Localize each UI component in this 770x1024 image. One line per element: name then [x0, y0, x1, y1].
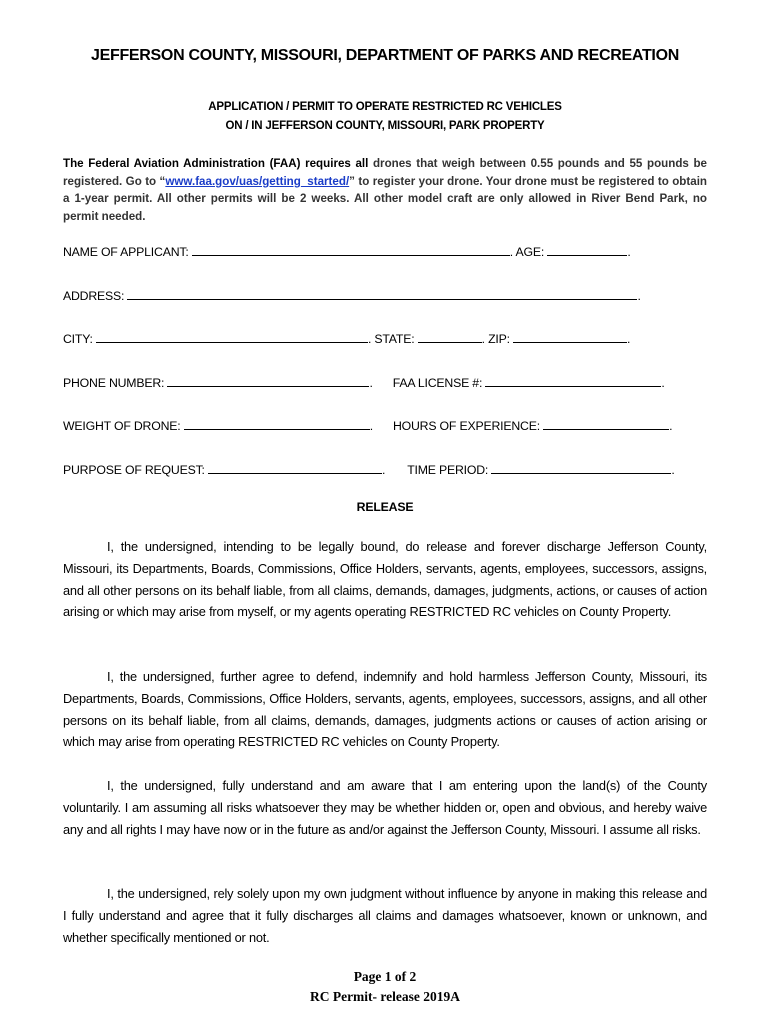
age-end: . — [627, 245, 631, 259]
zip-field[interactable] — [513, 330, 627, 343]
form-row-name-age — [63, 243, 631, 259]
state-label: . STATE: — [367, 332, 418, 346]
release-heading: RELEASE — [356, 500, 414, 514]
faa-notice — [63, 155, 707, 225]
footer-document-id: RC Permit- release 2019A — [309, 989, 461, 1004]
address-end: . — [637, 289, 641, 303]
document-title: JEFFERSON COUNTY, MISSOURI, DEPARTMENT OF PARKS AND RECREATION — [91, 47, 679, 64]
release-paragraph-3: I, the undersigned, fully understand and am aware that I am entering upon the land(s) of the County voluntarily. I am assuming all risks whatsoever they may be whether hidden or, open and obvious, and hereby waive any and all rights I may have now or in the future as and/or against the Jefferson County, Missouri. I assume all risks. — [63, 778, 707, 837]
age-label: . AGE: — [509, 245, 548, 259]
time-period-end: . — [671, 463, 675, 477]
form-row-phone-faa — [63, 374, 665, 390]
faa-notice-lead: The Federal Aviation Administration (FAA) requires all — [63, 157, 369, 170]
time-period-label: TIME PERIOD: — [407, 463, 492, 477]
hours-end: . — [669, 419, 673, 433]
faa-license-end: . — [661, 376, 665, 390]
weight-end: . — [369, 419, 373, 433]
hours-label: HOURS OF EXPERIENCE: — [392, 419, 544, 433]
hours-field[interactable] — [543, 417, 669, 430]
city-label: CITY: — [63, 332, 96, 346]
address-label: ADDRESS: — [63, 289, 128, 303]
weight-label: WEIGHT OF DRONE: — [63, 419, 184, 433]
phone-label: PHONE NUMBER: — [63, 376, 168, 390]
purpose-field[interactable] — [208, 461, 382, 474]
faa-notice-part1: drones that weigh between 0.55 pounds and 55 pounds be registered. Go to “ — [63, 157, 707, 188]
zip-label: . ZIP: — [481, 332, 514, 346]
state-field[interactable] — [418, 330, 482, 343]
phone-field[interactable] — [167, 374, 369, 387]
form-row-city-state-zip — [63, 330, 630, 346]
release-paragraph-1: I, the undersigned, intending to be legally bound, do release and forever discharge Jefferson County, Missouri, its Departments, Boards, Commissions, Office Holders, servants, agents, employees, successors, assigns, and all other persons on its behalf liable, from all claims, demands, damages, judgments, actions, or causes of action arising or which may arise from myself, or my agents operating RESTRICTED RC vehicles on County Property. — [63, 539, 707, 620]
weight-field[interactable] — [184, 417, 370, 430]
form-row-purpose-time — [63, 461, 675, 477]
release-paragraph-2: I, the undersigned, further agree to defend, indemnify and hold harmless Jefferson County, Missouri, its Departments, Boards, Commissions, Office Holders, servants, agents, employees, successors, assigns, and all other persons on its behalf liable, from all claims, demands, damages, judgments actions or causes of action arising or which may arise from operating RESTRICTED RC vehicles on County Property. — [63, 669, 707, 750]
release-paragraph-4: I, the undersigned, rely solely upon my own judgment without influence by anyone in making this release and I fully understand and agree that it fully discharges all claims and damages whatsoever, known or unknown, and whether specifically mentioned or not. — [63, 886, 707, 945]
form-row-address — [63, 287, 641, 303]
age-field[interactable] — [547, 243, 627, 256]
faa-license-field[interactable] — [485, 374, 661, 387]
subtitle-line-2: ON / IN JEFFERSON COUNTY, MISSOURI, PARK PROPERTY — [225, 120, 545, 132]
document-subtitle — [0, 98, 770, 136]
faa-notice-part2: ” to register your drone. Your drone must be registered to obtain a 1-year permit. All other permits will be 2 weeks. All other model craft are only allowed in River Bend Park, no permit needed. — [63, 174, 707, 223]
name-label: NAME OF APPLICANT: — [63, 245, 192, 259]
phone-end: . — [369, 376, 373, 390]
name-field[interactable] — [192, 243, 510, 256]
form-row-weight-hours — [63, 417, 672, 433]
footer-page-number: Page 1 of 2 — [353, 969, 417, 984]
faa-registration-link[interactable]: www.faa.gov/uas/getting_started/ — [165, 174, 350, 188]
purpose-label: PURPOSE OF REQUEST: — [63, 463, 208, 477]
time-period-field[interactable] — [491, 461, 671, 474]
purpose-end: . — [381, 463, 386, 477]
subtitle-line-1: APPLICATION / PERMIT TO OPERATE RESTRICTED RC VEHICLES — [208, 101, 562, 113]
zip-end: . — [627, 332, 631, 346]
faa-license-label: FAA LICENSE #: — [392, 376, 486, 390]
city-field[interactable] — [96, 330, 368, 343]
address-field[interactable] — [127, 287, 637, 300]
